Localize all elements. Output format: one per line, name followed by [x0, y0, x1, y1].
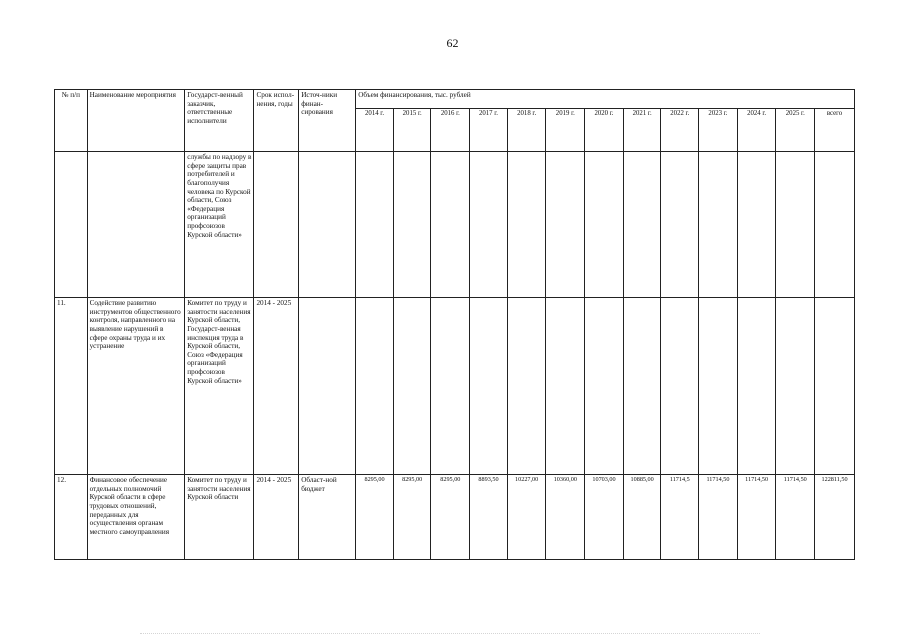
row-value — [623, 298, 661, 475]
row-value — [585, 298, 624, 475]
row-name — [87, 152, 185, 298]
year-header: 2015 г. — [393, 109, 431, 152]
row-value: 8893,50 — [470, 475, 508, 560]
row-source — [299, 298, 356, 475]
row-value-total: 122811,50 — [815, 475, 855, 560]
header-num: № п/п — [55, 90, 88, 152]
row-value: 8295,00 — [393, 475, 431, 560]
header-customer: Государст-венный заказчик, ответственные исполнители — [185, 90, 254, 152]
row-value: 10703,00 — [585, 475, 624, 560]
year-header: 2020 г. — [585, 109, 624, 152]
scan-artifact-divider — [140, 632, 760, 634]
table-row — [55, 475, 855, 560]
row-value — [393, 298, 431, 475]
table-row — [55, 298, 855, 475]
row-value — [470, 298, 508, 475]
row-value — [470, 152, 508, 298]
row-value-total — [815, 298, 855, 475]
year-header: 2017 г. — [470, 109, 508, 152]
year-header: 2023 г. — [699, 109, 738, 152]
row-value — [737, 152, 776, 298]
row-num — [55, 152, 88, 298]
row-value — [507, 152, 546, 298]
page-number: 62 — [446, 36, 459, 50]
row-value: 10360,00 — [546, 475, 585, 560]
year-header: 2016 г. — [431, 109, 470, 152]
row-num: 11. — [55, 298, 88, 475]
row-value — [431, 298, 470, 475]
row-value — [699, 152, 738, 298]
year-header: 2022 г. — [661, 109, 699, 152]
row-value-total — [815, 152, 855, 298]
row-name: Содействие развитию инструментов общественного контроля, направленного на выявление нарушений в сфере охраны труда и их устранение — [87, 298, 185, 475]
row-name: Финансовое обеспечение отдельных полномочий Курской области в сфере трудовых отношений, переданных для осуществления органам местного самоуправления — [87, 475, 185, 560]
row-term: 2014 - 2025 — [254, 475, 299, 560]
row-value — [431, 152, 470, 298]
row-value: 11714,50 — [737, 475, 776, 560]
row-value — [661, 298, 699, 475]
header-name: Наименование мероприятия — [87, 90, 185, 152]
row-value — [737, 298, 776, 475]
year-header: 2018 г. — [507, 109, 546, 152]
year-header-total: всего — [815, 109, 855, 152]
row-customer: службы по надзору в сфере защиты прав потребителей и благополучия человека по Курской области, Союз «Федерация организаций профсоюзов Курской области» — [185, 152, 254, 298]
row-customer: Комитет по труду и занятости населения Курской области — [185, 475, 254, 560]
row-value — [546, 298, 585, 475]
header-funding: Объем финансирования, тыс. рублей — [356, 90, 855, 109]
table-row — [55, 152, 855, 298]
year-header: 2021 г. — [623, 109, 661, 152]
year-header: 2014 г. — [356, 109, 394, 152]
row-source: Област-ной бюджет — [299, 475, 356, 560]
row-value — [393, 152, 431, 298]
row-value — [356, 152, 394, 298]
header-term: Срок испол-нения, годы — [254, 90, 299, 152]
year-header: 2019 г. — [546, 109, 585, 152]
row-value — [507, 298, 546, 475]
row-term: 2014 - 2025 — [254, 298, 299, 475]
row-value: 11714,5 — [661, 475, 699, 560]
table-header-row — [55, 90, 855, 109]
row-customer: Комитет по труду и занятости населения Курской области, Государст-венная инспекция труда в Курской области, Союз «Федерация организаций профсоюзов Курской области» — [185, 298, 254, 475]
header-source: Источ-ники финан-сирования — [299, 90, 356, 152]
row-value — [585, 152, 624, 298]
row-num: 12. — [55, 475, 88, 560]
year-header: 2025 г. — [776, 109, 815, 152]
row-value — [623, 152, 661, 298]
row-value: 10227,00 — [507, 475, 546, 560]
row-value — [699, 298, 738, 475]
row-value — [776, 152, 815, 298]
row-value — [776, 298, 815, 475]
row-value: 11714,50 — [699, 475, 738, 560]
row-value — [661, 152, 699, 298]
row-term — [254, 152, 299, 298]
row-value — [546, 152, 585, 298]
row-value: 8295,00 — [356, 475, 394, 560]
row-value — [356, 298, 394, 475]
row-source — [299, 152, 356, 298]
row-value: 10885,00 — [623, 475, 661, 560]
row-value: 8295,00 — [431, 475, 470, 560]
year-header: 2024 г. — [737, 109, 776, 152]
row-value: 11714,50 — [776, 475, 815, 560]
funding-table — [54, 89, 855, 560]
